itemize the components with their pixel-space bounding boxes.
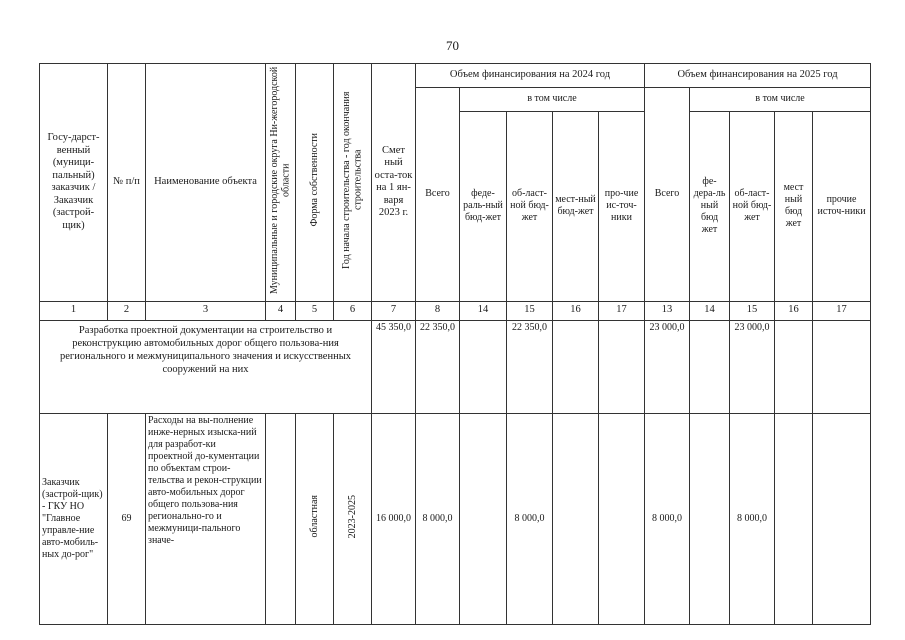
header-funding-2024: Объем финансирования на 2024 год <box>416 64 645 88</box>
header-other-2025: прочие источ-ники <box>813 111 871 301</box>
header-total-2024: Всего <box>416 88 460 302</box>
column-number: 3 <box>146 301 266 320</box>
section-total-2025: 23 000,0 <box>645 320 690 413</box>
row-other-2024 <box>599 413 645 624</box>
column-number: 6 <box>334 301 372 320</box>
row-total-2024: 8 000,0 <box>416 413 460 624</box>
header-including-2024: в том числе <box>460 88 645 112</box>
header-municipality-cell <box>266 64 296 302</box>
header-regional-2025: об-ласт-ной бюд-жет <box>730 111 775 301</box>
section-local-2024 <box>553 320 599 413</box>
header-federal-2025: фе-дера-ль ный бюд жет <box>690 111 730 301</box>
column-number: 14 <box>690 301 730 320</box>
column-number: 8 <box>416 301 460 320</box>
row-other-2025 <box>813 413 871 624</box>
header-funding-2025: Объем финансирования на 2025 год <box>645 64 871 88</box>
column-number: 5 <box>296 301 334 320</box>
column-number: 17 <box>599 301 645 320</box>
column-number: 4 <box>266 301 296 320</box>
financing-table <box>39 63 871 625</box>
column-number: 7 <box>372 301 416 320</box>
row-federal-2024 <box>460 413 507 624</box>
section-regional-2025: 23 000,0 <box>730 320 775 413</box>
header-customer: Госу-дарст-венный (муници-пальный) заказчик / Заказчик (застрой-щик) <box>40 64 108 302</box>
row-years-cell <box>334 413 372 624</box>
row-regional-2024: 8 000,0 <box>507 413 553 624</box>
section-estimate: 45 350,0 <box>372 320 416 413</box>
column-number: 1 <box>40 301 108 320</box>
header-local-2025: мест ный бюд жет <box>775 111 813 301</box>
row-object-name: Расходы на вы-полнение инже-нерных изыска-ний для разработ-ки проектной до-кументации по объектам строи-тельства и рекон-струкции авто-мобильных дорог общего пользова-ния регионально-го и межмуници-пального значе- <box>146 413 266 624</box>
section-total-2024: 22 350,0 <box>416 320 460 413</box>
row-ownership: областная <box>308 495 320 538</box>
header-total-2025: Всего <box>645 88 690 302</box>
page-number: 70 <box>446 38 459 53</box>
row-customer: Заказчик (застрой-щик) - ГКУ НО "Главное управле-ние авто-мобиль-ных до-рог" <box>40 413 108 624</box>
header-ownership: Форма собственности <box>308 133 320 227</box>
column-number: 13 <box>645 301 690 320</box>
section-other-2025 <box>813 320 871 413</box>
row-municipality <box>266 413 296 624</box>
column-number-row <box>40 301 871 320</box>
row-years: 2023-2025 <box>346 494 358 539</box>
row-federal-2025 <box>690 413 730 624</box>
header-other-2024: про-чие ис-точ-ники <box>599 111 645 301</box>
section-regional-2024: 22 350,0 <box>507 320 553 413</box>
header-object-name: Наименование объекта <box>146 64 266 302</box>
row-ownership-cell <box>296 413 334 624</box>
column-number: 15 <box>730 301 775 320</box>
header-years: Год начала строительства - год окончания строительства <box>341 91 364 269</box>
header-estimate: Смет ный оста-ток на 1 ян-варя 2023 г. <box>372 64 416 302</box>
column-number: 15 <box>507 301 553 320</box>
header-federal-2024: феде-раль-ный бюд-жет <box>460 111 507 301</box>
row-regional-2025: 8 000,0 <box>730 413 775 624</box>
row-total-2025: 8 000,0 <box>645 413 690 624</box>
section-federal-2024 <box>460 320 507 413</box>
column-number: 17 <box>813 301 871 320</box>
header-num: № п/п <box>108 64 146 302</box>
header-years-cell <box>334 64 372 302</box>
section-local-2025 <box>775 320 813 413</box>
header-including-2025: в том числе <box>690 88 871 112</box>
column-number: 16 <box>775 301 813 320</box>
row-local-2024 <box>553 413 599 624</box>
column-number: 16 <box>553 301 599 320</box>
section-row <box>40 320 871 413</box>
header-local-2024: мест-ный бюд-жет <box>553 111 599 301</box>
header-municipality: Муниципальные и городские округа Ни-жегородской области <box>269 66 292 294</box>
row-local-2025 <box>775 413 813 624</box>
header-ownership-cell <box>296 64 334 302</box>
section-title: Разработка проектной документации на строительство и реконструкцию автомобильных дорог общего пользова-ния регионального и межмуниципального значения и искусственных сооружений на них <box>40 320 372 413</box>
section-other-2024 <box>599 320 645 413</box>
header-row-1 <box>40 64 871 88</box>
header-regional-2024: об-ласт-ной бюд-жет <box>507 111 553 301</box>
section-federal-2025 <box>690 320 730 413</box>
column-number: 2 <box>108 301 146 320</box>
row-num: 69 <box>108 413 146 624</box>
row-estimate: 16 000,0 <box>372 413 416 624</box>
column-number: 14 <box>460 301 507 320</box>
table-row <box>40 413 871 624</box>
